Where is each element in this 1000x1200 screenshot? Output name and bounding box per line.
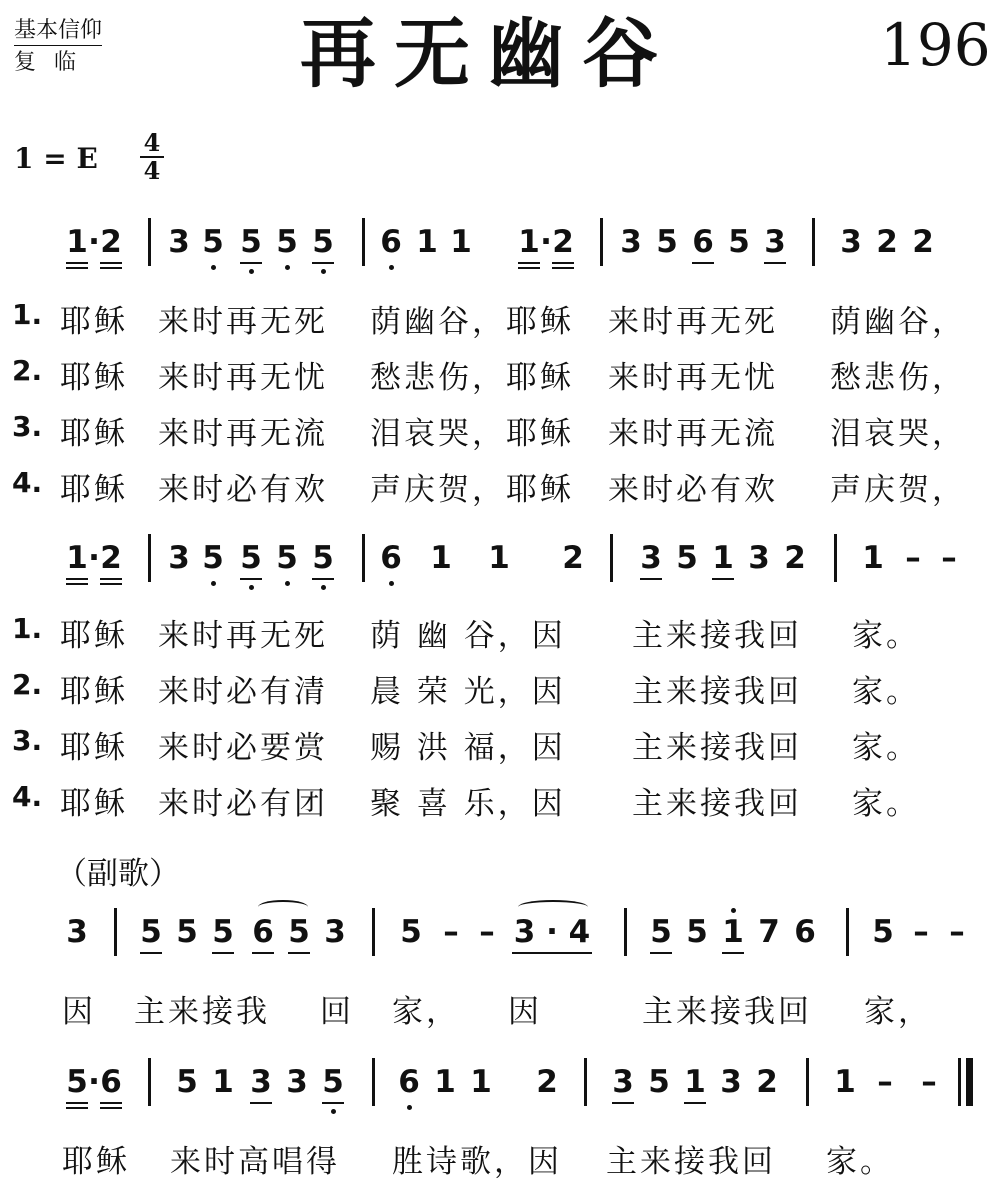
lyric-segment: 耶稣: [60, 360, 128, 396]
verse-number: 4.: [12, 780, 43, 813]
note: 5: [728, 224, 750, 260]
time-signature: [140, 130, 164, 184]
barline: [362, 534, 365, 582]
lyric-segment: 耶稣: [60, 730, 128, 766]
barline: [600, 218, 603, 266]
lyric-segment: 来时必有欢: [158, 472, 328, 508]
lyric-segment: 因: [62, 994, 96, 1030]
note: 1: [212, 1064, 234, 1100]
note: 2: [536, 1064, 558, 1100]
lyric-segment: 声庆贺，: [830, 472, 966, 508]
note: 3: [168, 540, 190, 576]
lyric-segment: 来时再无死: [158, 304, 328, 340]
barline: [148, 218, 151, 266]
slur: [518, 900, 588, 914]
subcategory-label: 复临: [14, 50, 95, 75]
note: 5: [176, 1064, 198, 1100]
note: 1: [722, 912, 744, 954]
lyric-segment: 主来接我: [134, 994, 270, 1030]
lyric-segment: 耶稣: [60, 472, 128, 508]
note: 2: [100, 538, 122, 580]
dash: –: [443, 914, 459, 950]
note: 5: [140, 912, 162, 954]
lyric-segment: 胜诗歌，因: [392, 1144, 562, 1180]
dash: –: [905, 540, 921, 576]
note: 3: [620, 224, 642, 260]
time-signature-denominator: 4: [143, 156, 161, 185]
lyric-segment: 耶稣: [60, 304, 128, 340]
note: 5: [276, 222, 298, 262]
lyric-segment: 回: [320, 994, 354, 1030]
note: 3: [720, 1064, 742, 1100]
lyric-line: [0, 350, 1000, 400]
lyric-segment: 来时再无流: [158, 416, 328, 452]
note: 5: [872, 914, 894, 950]
note: 1: [488, 540, 510, 576]
lyric-segment: 家。: [852, 730, 920, 766]
barline: [362, 218, 365, 266]
lyric-segment: 家。: [852, 674, 920, 710]
barline: [624, 908, 627, 956]
lyric-segment: 来时必有团: [158, 786, 328, 822]
lyric-segment: 来时高唱得: [170, 1144, 340, 1180]
lyric-segment: 主来接我回: [606, 1144, 776, 1180]
chorus-lyric-line-1: [0, 984, 1000, 1034]
dash: –: [921, 1064, 937, 1100]
note: 5: [648, 1064, 670, 1100]
dot: ·: [540, 224, 552, 260]
category-label: 基本信仰: [14, 18, 102, 46]
lyric-segment: 耶稣: [60, 674, 128, 710]
note: 1: [712, 538, 734, 580]
lyric-segment: 耶稣: [60, 618, 128, 654]
note: 2: [100, 222, 122, 264]
note: 1: [518, 222, 540, 264]
note: 5: [202, 222, 224, 262]
note: 2: [552, 222, 574, 264]
note: 5: [66, 1062, 88, 1104]
note: 5: [276, 538, 298, 578]
note: 6: [100, 1062, 122, 1104]
note: 6: [692, 222, 714, 264]
lyric-segment: 来时再无死: [608, 304, 778, 340]
notation-line-1: [0, 216, 1000, 276]
lyric-segment: 愁悲伤，: [830, 360, 966, 396]
barline: [584, 1058, 587, 1106]
lyric-segment: 声庆贺，耶稣: [370, 472, 574, 508]
slur: [258, 900, 308, 914]
dash: –: [941, 540, 957, 576]
note: 6: [380, 222, 402, 262]
chorus-notation-line-1: [0, 906, 1000, 966]
lyric-line: [0, 720, 1000, 770]
note: 5: [322, 1062, 344, 1104]
note: 2: [562, 540, 584, 576]
note: 5: [312, 538, 334, 580]
verse-number: 1.: [12, 298, 43, 331]
note: 1: [66, 538, 88, 580]
note: 3: [286, 1064, 308, 1100]
lyric-segment: 因: [508, 994, 542, 1030]
lyric-segment: 愁悲伤，耶稣: [370, 360, 574, 396]
lyric-segment: 荫幽谷，: [830, 304, 966, 340]
lyric-segment: 来时再无忧: [158, 360, 328, 396]
lyric-line: [0, 608, 1000, 658]
note: 5: [176, 914, 198, 950]
lyric-segment: 主来接我回: [632, 618, 802, 654]
hymn-number: 196: [880, 11, 991, 79]
barline: [148, 1058, 151, 1106]
note: 2: [912, 224, 934, 260]
note: 6: [380, 538, 402, 578]
note: 5: [650, 912, 672, 954]
lyric-segment: 主来接我回: [632, 786, 802, 822]
note: 3: [168, 224, 190, 260]
lyric-segment: 聚 喜 乐，因: [370, 786, 566, 822]
note: 5: [312, 222, 334, 264]
key-signature: 1 = E: [14, 142, 98, 175]
lyric-segment: 耶稣: [62, 1144, 130, 1180]
lyric-segment: 主来接我回: [632, 674, 802, 710]
verse-number: 2.: [12, 354, 43, 387]
lyric-segment: 泪哀哭，耶稣: [370, 416, 574, 452]
barline: [806, 1058, 809, 1106]
hymn-title: 再无幽谷: [300, 9, 676, 98]
verse-number: 2.: [12, 668, 43, 701]
note: 3: [66, 914, 88, 950]
note: 3: [840, 224, 862, 260]
note: 3: [748, 540, 770, 576]
barline: [834, 534, 837, 582]
verse-number: 3.: [12, 410, 43, 443]
dash: –: [479, 914, 495, 950]
barline: [372, 908, 375, 956]
lyric-segment: 家。: [852, 786, 920, 822]
dash: –: [913, 914, 929, 950]
note: 1: [450, 224, 472, 260]
lyric-segment: 来时再无流: [608, 416, 778, 452]
lyric-segment: 家。: [826, 1144, 894, 1180]
chorus-lyric-line-2: [0, 1134, 1000, 1184]
lyric-segment: 荫 幽 谷，因: [370, 618, 566, 654]
lyric-segment: 家。: [852, 618, 920, 654]
note: 7: [758, 914, 780, 950]
lyric-segment: 耶稣: [60, 416, 128, 452]
note: 2: [784, 540, 806, 576]
lyric-segment: 泪哀哭，: [830, 416, 966, 452]
note: 3: [640, 538, 662, 580]
note: 1: [66, 222, 88, 264]
note: 5: [240, 222, 262, 264]
lyric-line: [0, 294, 1000, 344]
verse-number: 1.: [12, 612, 43, 645]
note: 1: [684, 1062, 706, 1104]
note: 6: [398, 1062, 420, 1102]
note: 1: [470, 1064, 492, 1100]
lyric-line: [0, 776, 1000, 826]
notation-line-2: [0, 532, 1000, 592]
lyric-segment: 家，: [864, 994, 932, 1030]
note: 5: [288, 912, 310, 954]
note: 3: [324, 914, 346, 950]
dot: ·: [88, 1064, 100, 1100]
note: 1: [416, 224, 438, 260]
chorus-label: （副歌）: [56, 856, 180, 892]
note: 5: [212, 912, 234, 954]
note-group: 3 · 4: [512, 912, 592, 954]
final-barline-thick: [966, 1058, 973, 1106]
dash: –: [877, 1064, 893, 1100]
dash: –: [949, 914, 965, 950]
barline: [846, 908, 849, 956]
lyric-segment: 主来接我回: [632, 730, 802, 766]
lyric-line: [0, 406, 1000, 456]
lyric-segment: 主来接我回: [642, 994, 812, 1030]
chorus-notation-line-2: [0, 1056, 1000, 1116]
note: 5: [686, 914, 708, 950]
note: 5: [656, 224, 678, 260]
barline: [372, 1058, 375, 1106]
verse-number: 3.: [12, 724, 43, 757]
lyric-segment: 来时再无死: [158, 618, 328, 654]
barline: [114, 908, 117, 956]
time-signature-numerator: 4: [140, 130, 164, 158]
lyric-segment: 晨 荣 光，因: [370, 674, 566, 710]
note: 3: [612, 1062, 634, 1104]
dot: ·: [88, 540, 100, 576]
note: 5: [676, 540, 698, 576]
note: 6: [252, 912, 274, 954]
final-barline-thin: [958, 1058, 961, 1106]
barline: [812, 218, 815, 266]
note: 3: [250, 1062, 272, 1104]
note: 3: [764, 222, 786, 264]
lyric-segment: 耶稣: [60, 786, 128, 822]
note: 5: [400, 914, 422, 950]
lyric-segment: 来时再无忧: [608, 360, 778, 396]
lyric-segment: 来时必有欢: [608, 472, 778, 508]
note: 1: [862, 540, 884, 576]
lyric-segment: 来时必有清: [158, 674, 328, 710]
note: 1: [434, 1064, 456, 1100]
lyric-segment: 家，: [392, 994, 460, 1030]
note: 5: [240, 538, 262, 580]
lyric-segment: 赐 洪 福，因: [370, 730, 566, 766]
note: 1: [430, 540, 452, 576]
note: 6: [794, 914, 816, 950]
lyric-line: [0, 462, 1000, 512]
barline: [610, 534, 613, 582]
note: 2: [876, 224, 898, 260]
note: 1: [834, 1064, 856, 1100]
note: 2: [756, 1064, 778, 1100]
lyric-segment: 来时必要赏: [158, 730, 328, 766]
barline: [148, 534, 151, 582]
note: 5: [202, 538, 224, 578]
lyric-line: [0, 664, 1000, 714]
lyric-segment: 荫幽谷，耶稣: [370, 304, 574, 340]
verse-number: 4.: [12, 466, 43, 499]
dot: ·: [88, 224, 100, 260]
